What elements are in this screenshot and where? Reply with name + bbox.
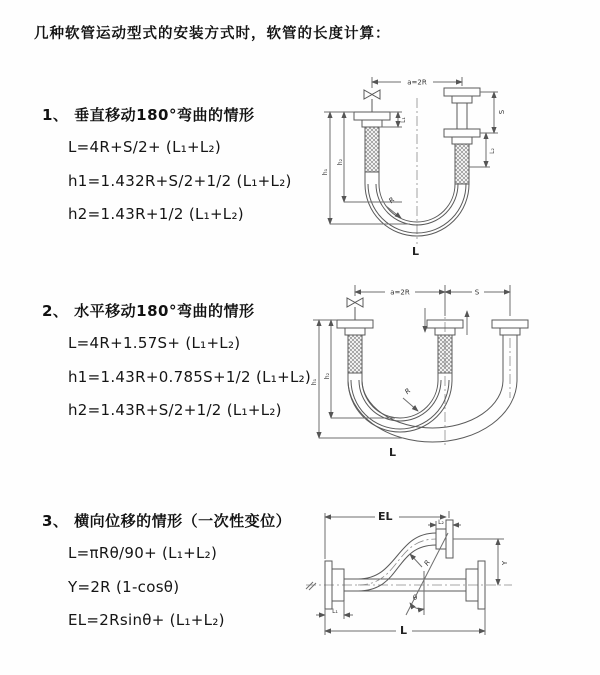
dim-label-r: R [387,195,397,206]
formula-line: h1=1.432R+S/2+1/2 (L₁+L₂) [68,171,292,190]
dim-label-h2: h₂ [337,158,344,166]
section-heading: 3、 横向位移的情形（一次性变位） [42,512,292,530]
dim-label-a2r: a=2R [407,78,427,87]
dim-label-y: Y [501,560,509,566]
section-heading: 1、 垂直移动180°弯曲的情形 [42,106,255,124]
dim-label-h1: h₁ [322,168,329,176]
formula-line: h2=1.43R+S/2+1/2 (L₁+L₂) [68,401,282,419]
dim-label-s: S [498,109,506,115]
formula-line: EL=2Rsinθ+ (L₁+L₂) [68,611,225,629]
dim-label-l1: L₁ [332,608,338,615]
diagram-vertical-bend [310,72,520,257]
dim-label-l: L [412,245,420,257]
page-title: 几种软管运动型式的安装方式时，软管的长度计算： [34,26,391,42]
formula-line: L=4R+1.57S+ (L₁+L₂) [68,334,241,352]
dim-label-l2: L₂ [489,148,496,154]
flange [444,88,480,96]
flange [446,520,453,558]
braided-hose-section [438,335,452,373]
flange [354,112,390,120]
section-heading: 2、 水平移动180°弯曲的情形 [42,302,255,320]
dim-label-l2: L₂ [438,519,444,526]
dim-label-r: R [403,386,413,397]
formula-line: h1=1.43R+0.785S+1/2 (L₁+L₂) [68,367,312,386]
dim-label-l1: L₁ [400,117,407,123]
formula-line: Y=2R (1-cosθ) [68,577,180,596]
braided-hose-section [365,127,379,172]
diagram-lateral-displacement [298,503,563,643]
dim-label-l: L [400,624,408,637]
section-vertical-movement [42,104,292,239]
braided-hose-section [455,144,469,184]
braided-hose-section [348,335,362,373]
formula-line: L=πRθ/90+ (L₁+L₂) [68,544,218,562]
dim-label-h1: h₁ [311,378,318,386]
flange [337,320,373,328]
section-lateral-displacement [42,510,291,645]
formula-line: L=4R+S/2+ (L₁+L₂) [68,138,222,156]
section-horizontal-movement [42,300,311,435]
dim-label-a2r: a=2R [390,288,410,297]
flange [492,320,528,328]
dim-label-theta: θ [412,594,418,602]
dim-label-h2: h₂ [324,372,331,380]
formula-line: h2=1.43R+1/2 (L₁+L₂) [68,205,244,223]
dim-label-el: EL [378,510,393,523]
diagram-horizontal-bend [305,280,540,460]
dim-label-l: L [389,446,397,459]
valve-icon [347,298,363,307]
dim-label-r: R [422,558,433,568]
hose-bend [348,380,452,432]
dim-label-s: S [474,288,480,297]
valve-icon [364,90,380,99]
